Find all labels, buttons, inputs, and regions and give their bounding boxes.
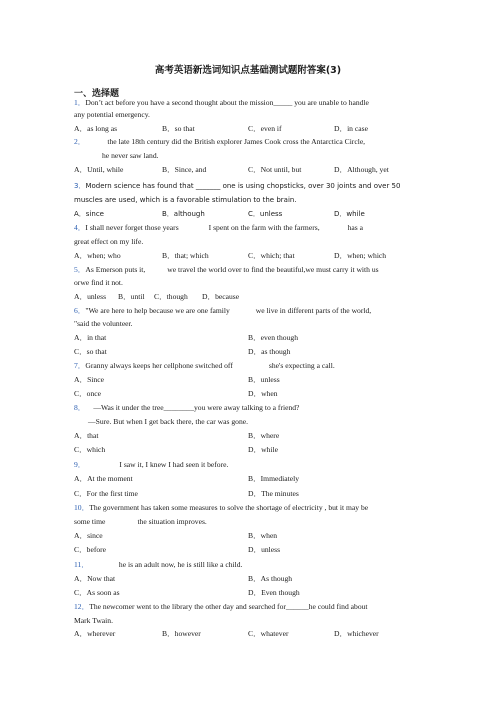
question-3	[74, 181, 400, 191]
option-b[interactable]: B．where	[248, 431, 280, 440]
question-number: 4．	[74, 223, 86, 232]
option-a[interactable]: A．Now that	[74, 574, 116, 583]
option-b[interactable]: B．until	[118, 292, 145, 301]
option-d[interactable]: D．when	[248, 389, 278, 398]
question-text: the situation improves.	[137, 517, 207, 526]
option-a[interactable]: A．since	[74, 210, 104, 218]
option-d[interactable]: D．as though	[248, 347, 291, 356]
option-d[interactable]: D．unless	[248, 545, 281, 554]
option-d[interactable]: D．while	[334, 210, 365, 218]
question-number: 10．	[74, 503, 90, 512]
option-d[interactable]: D．when; which	[334, 251, 387, 260]
option-c[interactable]: C．once	[74, 389, 101, 398]
question-number: 1．	[74, 98, 86, 107]
option-c[interactable]: C．before	[74, 545, 107, 554]
page-title: 高考英语新选词知识点基础测试题附答案(3)	[154, 65, 342, 76]
option-c[interactable]: C．even if	[248, 124, 282, 133]
question-number: 2．	[74, 137, 86, 146]
question-text: Granny always keeps her cellphone switched off	[85, 361, 233, 370]
question-number: 6．	[74, 306, 86, 315]
question-9	[74, 460, 228, 470]
option-a[interactable]: A．as long as	[74, 124, 118, 133]
option-d[interactable]: D．Even though	[248, 588, 300, 597]
option-b[interactable]: B．even though	[248, 333, 298, 342]
question-text: Don’t act before you have a second thought about the mission_____ you are unable to handle	[85, 98, 369, 107]
option-c[interactable]: C．whatever	[248, 629, 289, 638]
option-c[interactable]: C．Not until, but	[248, 165, 302, 174]
question-text: —Was it under the tree________you were away talking to a friend?	[93, 403, 300, 412]
question-text: any potential emergency.	[74, 110, 150, 119]
question-number: 5．	[74, 265, 86, 274]
option-a[interactable]: A．At the moment	[74, 474, 133, 483]
option-b[interactable]: B．when	[248, 531, 278, 540]
question-number: 8．	[74, 403, 86, 412]
question-text: the late 18th century did the British explorer James Cook cross the Antarctica Circle,	[107, 137, 366, 146]
option-d[interactable]: D．whichever	[334, 629, 379, 638]
question-10	[74, 503, 368, 513]
question-text: great effect on my life.	[74, 237, 144, 246]
question-text: —Sure. But when I get back there, the car was gone.	[88, 417, 249, 426]
question-8	[74, 403, 299, 413]
question-text: orwe find it not.	[74, 278, 123, 287]
question-5	[74, 265, 379, 275]
question-2	[74, 137, 365, 147]
option-a[interactable]: A．Until, while	[74, 165, 124, 174]
question-text: some time	[74, 517, 106, 526]
option-c[interactable]: C．For the first time	[74, 489, 138, 498]
question-text-wrap	[74, 517, 207, 527]
option-a[interactable]: A．that	[74, 431, 99, 440]
question-text: she's expecting a call.	[268, 361, 335, 370]
option-b[interactable]: B．Immediately	[248, 474, 300, 483]
option-b[interactable]: B．so that	[162, 124, 195, 133]
question-7	[74, 361, 335, 371]
question-6	[74, 306, 371, 316]
question-text: he never saw land.	[102, 151, 159, 160]
option-c[interactable]: C．As soon as	[74, 588, 120, 597]
option-a[interactable]: A．when; who	[74, 251, 121, 260]
question-text: I shall never forget those years	[85, 223, 179, 232]
question-text: The government has taken some measures to solve the shortage of electricity , but it may be	[89, 503, 369, 512]
question-text: has a	[347, 223, 363, 232]
option-b[interactable]: B．As though	[248, 574, 293, 583]
question-number: 12．	[74, 602, 90, 611]
option-a[interactable]: A．Since	[74, 375, 104, 384]
option-d[interactable]: D．Although, yet	[334, 165, 389, 174]
option-a[interactable]: A．since	[74, 531, 103, 540]
option-a[interactable]: A．wherever	[74, 629, 116, 638]
question-4	[74, 223, 363, 233]
option-c[interactable]: C．which; that	[248, 251, 295, 260]
question-text: "We are here to help because we are one family	[85, 306, 230, 315]
question-text: "said the volunteer.	[74, 319, 133, 328]
option-b[interactable]: B．although	[162, 210, 205, 218]
question-text: I saw it, I knew I had seen it before.	[119, 460, 229, 469]
option-c[interactable]: C．which	[74, 445, 106, 454]
section-heading: 一、选择题	[74, 89, 120, 99]
option-c[interactable]: C．though	[154, 292, 188, 301]
question-text: we live in different parts of the world,	[255, 306, 372, 315]
question-text: we travel the world over to find the beautiful,we must carry it with us	[167, 265, 379, 274]
option-a[interactable]: A．unless	[74, 292, 107, 301]
question-text: As Emerson puts it,	[85, 265, 146, 274]
question-number: 3．	[74, 182, 86, 190]
option-d[interactable]: D．in case	[334, 124, 368, 133]
question-11	[74, 560, 242, 570]
question-text: muscles are used, which is a favorable stimulation to the brain.	[74, 196, 297, 204]
question-number: 9．	[74, 460, 86, 469]
question-1	[74, 98, 369, 108]
option-b[interactable]: B．that; which	[162, 251, 209, 260]
question-number: 11．	[74, 560, 89, 569]
question-text: The newcomer went to the library the other day and searched for______he could find about	[89, 602, 368, 611]
option-b[interactable]: B．however	[162, 629, 201, 638]
option-a[interactable]: A．in that	[74, 333, 107, 342]
question-text: he is an adult now, he is still like a child.	[118, 560, 243, 569]
option-d[interactable]: D．The minutes	[248, 489, 299, 498]
question-number: 7．	[74, 361, 86, 370]
option-c[interactable]: C．so that	[74, 347, 107, 356]
option-b[interactable]: B．unless	[248, 375, 280, 384]
question-text: I spent on the farm with the farmers,	[208, 223, 320, 232]
option-d[interactable]: D．while	[248, 445, 278, 454]
option-c[interactable]: C．unless	[248, 210, 283, 218]
question-12	[74, 602, 368, 612]
question-text: Mark Twain.	[74, 616, 113, 625]
option-d[interactable]: D．because	[202, 292, 240, 301]
option-b[interactable]: B．Since, and	[162, 165, 207, 174]
question-text: Modern science has found that _______ one is using chopsticks, over 30 joints and over 50	[85, 182, 401, 190]
